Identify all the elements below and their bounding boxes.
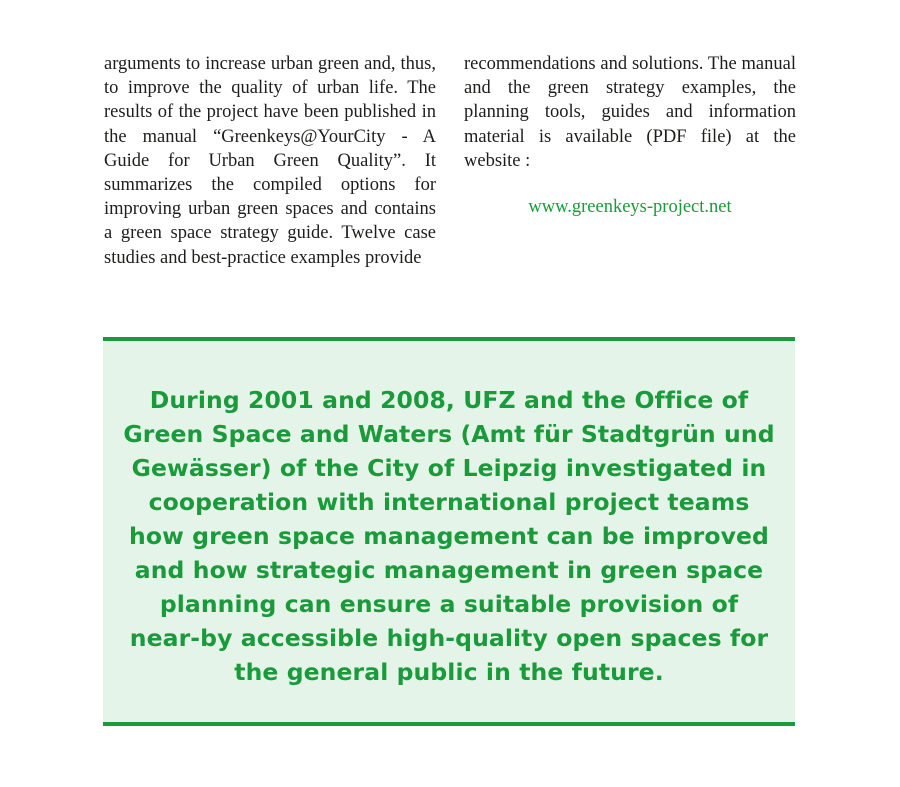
highlight-callout-box <box>103 337 795 726</box>
right-text-column <box>464 52 796 219</box>
left-text-column <box>104 52 436 270</box>
left-column-paragraph: arguments to increase urban green and, thus, to improve the quality of urban life. The results of the project have been published in the manual “Greenkeys@YourCity - A Guide for Urban Green Quality”. It summarizes the compiled options for improving urban green spaces and contains a green space strategy guide. Twelve case studies and best-practice examples provide <box>104 54 436 268</box>
callout-text: During 2001 and 2008, UFZ and the Office of Green Space and Waters (Amt für Stadtgrün und Gewässer) of the City of Leipzig investigated in cooperation with international project teams how green space management can be improved and how strategic management in green space planning can ensure a suitable provision of near-by accessible high-quality open spaces for the general public in the future. <box>123 386 775 686</box>
website-link[interactable]: www.greenkeys-project.net <box>528 197 732 218</box>
right-column-paragraph: recommendations and solutions. The manual and the green strategy examples, the planning tools, guides and information material is available (PDF file) at the website : <box>464 54 796 171</box>
